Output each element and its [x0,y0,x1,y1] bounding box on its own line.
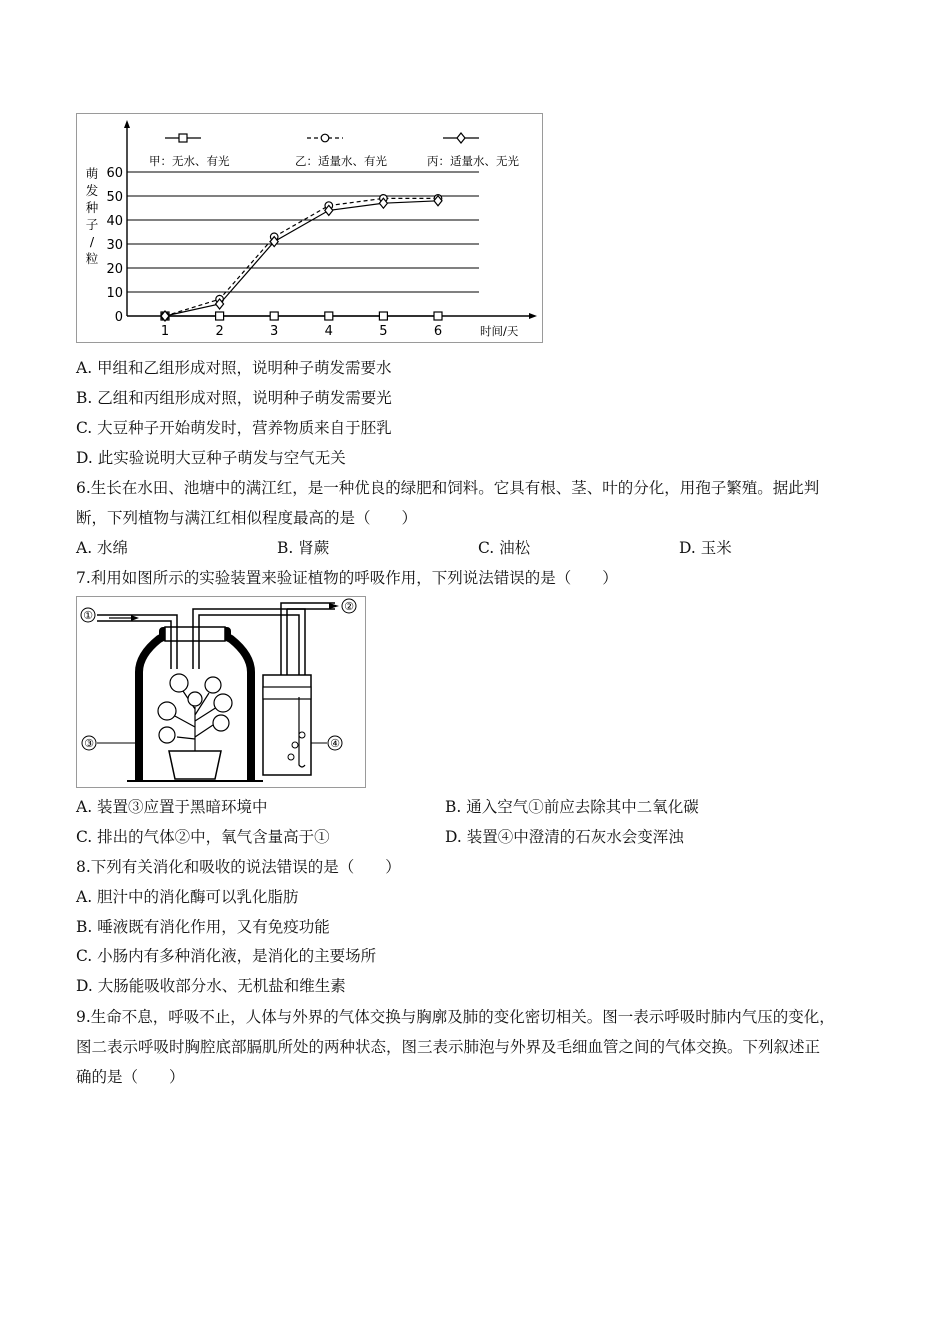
y-tick-label: 30 [106,238,123,253]
q8-option-d[interactable]: D. 大肠能吸收部分水、无机盐和维生素 [76,977,346,995]
x-tick-label: 5 [379,324,388,339]
q5-option-b[interactable]: B. 乙组和丙组形成对照，说明种子萌发需要光 [76,389,392,407]
x-tick-label: 3 [270,324,279,339]
q6-stem-line1: 6.生长在水田、池塘中的满江红，是一种优良的绿肥和饲料。它具有根、茎、叶的分化，用孢子繁殖。据此判 [76,479,820,497]
series-line-2 [165,198,438,316]
q6-stem-line2: 断，下列植物与满江红相似程度最高的是（ ） [76,509,418,527]
flower-pot [169,751,221,779]
series-1-point [379,312,387,320]
y-axis-label-char: / [89,234,95,249]
chart-grid [127,172,479,292]
q7-option-b[interactable]: B. 通入空气①前应去除其中二氧化碳 [445,798,699,816]
legend-label-2: 乙：适量水、有光 [295,154,387,168]
y-tick-label: 10 [106,286,123,301]
x-tick-label: 4 [324,324,333,339]
q5-option-c[interactable]: C. 大豆种子开始萌发时，营养物质来自于胚乳 [76,419,392,437]
q5-option-a[interactable]: A. 甲组和乙组形成对照，说明种子萌发需要水 [76,359,392,377]
q9-stem-line2: 图二表示呼吸时胸腔底部膈肌所处的两种状态，图三表示肺泡与外界及毛细血管之间的气体交换。下列叙述正 [76,1038,821,1056]
legend-label-1: 甲：无水、有光 [149,154,230,168]
legend-marker-3 [457,133,465,143]
series-1-point [434,312,442,320]
apparatus-svg [77,597,365,787]
legend-marker-1 [179,134,187,142]
y-axis-arrow [124,120,130,128]
series-1-point [216,312,224,320]
label-4: ④ [330,737,340,750]
x-axis-arrow [529,313,537,319]
respiration-apparatus-figure [76,596,366,788]
chart-series [161,195,442,321]
q7-stem: 7.利用如图所示的实验装置来验证植物的呼吸作用，下列说法错误的是（ ） [76,569,618,587]
label-3: ③ [84,737,94,750]
series-1-point [325,312,333,320]
q6-option-b[interactable]: B. 肾蕨 [277,539,330,557]
q9-stem-line1: 9.生命不息，呼吸不止，人体与外界的气体交换与胸廓及肺的变化密切相关。图一表示呼吸时肺内气压的变化， [76,1008,835,1026]
germination-chart [76,113,543,343]
legend-label-3: 丙：适量水、无光 [427,154,519,168]
series-1-point [270,312,278,320]
y-tick-label: 50 [106,190,123,205]
q7-option-a[interactable]: A. 装置③应置于黑暗环境中 [76,798,268,816]
q7-option-c[interactable]: C. 排出的气体②中，氧气含量高于① [76,828,330,846]
label-1: ① [83,609,93,622]
q6-option-d[interactable]: D. 玉米 [679,539,732,557]
q9-stem-line3: 确的是（ ） [76,1068,185,1086]
q6-option-a[interactable]: A. 水绵 [76,539,129,557]
y-tick-label: 60 [106,166,123,181]
q5-option-d[interactable]: D. 此实验说明大豆种子萌发与空气无关 [76,449,346,467]
q6-option-c[interactable]: C. 油松 [478,539,531,557]
q8-option-c[interactable]: C. 小肠内有多种消化液，是消化的主要场所 [76,947,377,965]
chart-svg [77,114,542,342]
y-tick-label: 20 [106,262,123,277]
y-axis-label-char: 粒 [85,251,99,266]
x-axis-label: 时间/天 [480,324,519,338]
label-2: ② [344,600,354,613]
y-axis-label-char: 子 [85,217,99,232]
y-tick-label: 0 [114,310,123,325]
y-axis-label-char: 萌 [85,166,99,181]
chart-axes [86,120,537,339]
q8-stem: 8.下列有关消化和吸收的说法错误的是（ ） [76,858,401,876]
y-axis-label-char: 种 [85,200,99,215]
q8-option-b[interactable]: B. 唾液既有消化作用，又有免疫功能 [76,918,330,936]
q7-option-d[interactable]: D. 装置④中澄清的石灰水会变浑浊 [445,828,684,846]
x-tick-label: 6 [433,324,443,339]
x-tick-label: 1 [160,324,170,339]
series-line-3 [165,201,438,316]
x-tick-label: 2 [215,324,224,339]
legend-marker-2 [321,134,329,142]
y-tick-label: 40 [106,214,123,229]
q8-option-a[interactable]: A. 胆汁中的消化酶可以乳化脂肪 [76,888,299,906]
chart-legend [149,133,519,168]
y-axis-label-char: 发 [85,183,99,198]
